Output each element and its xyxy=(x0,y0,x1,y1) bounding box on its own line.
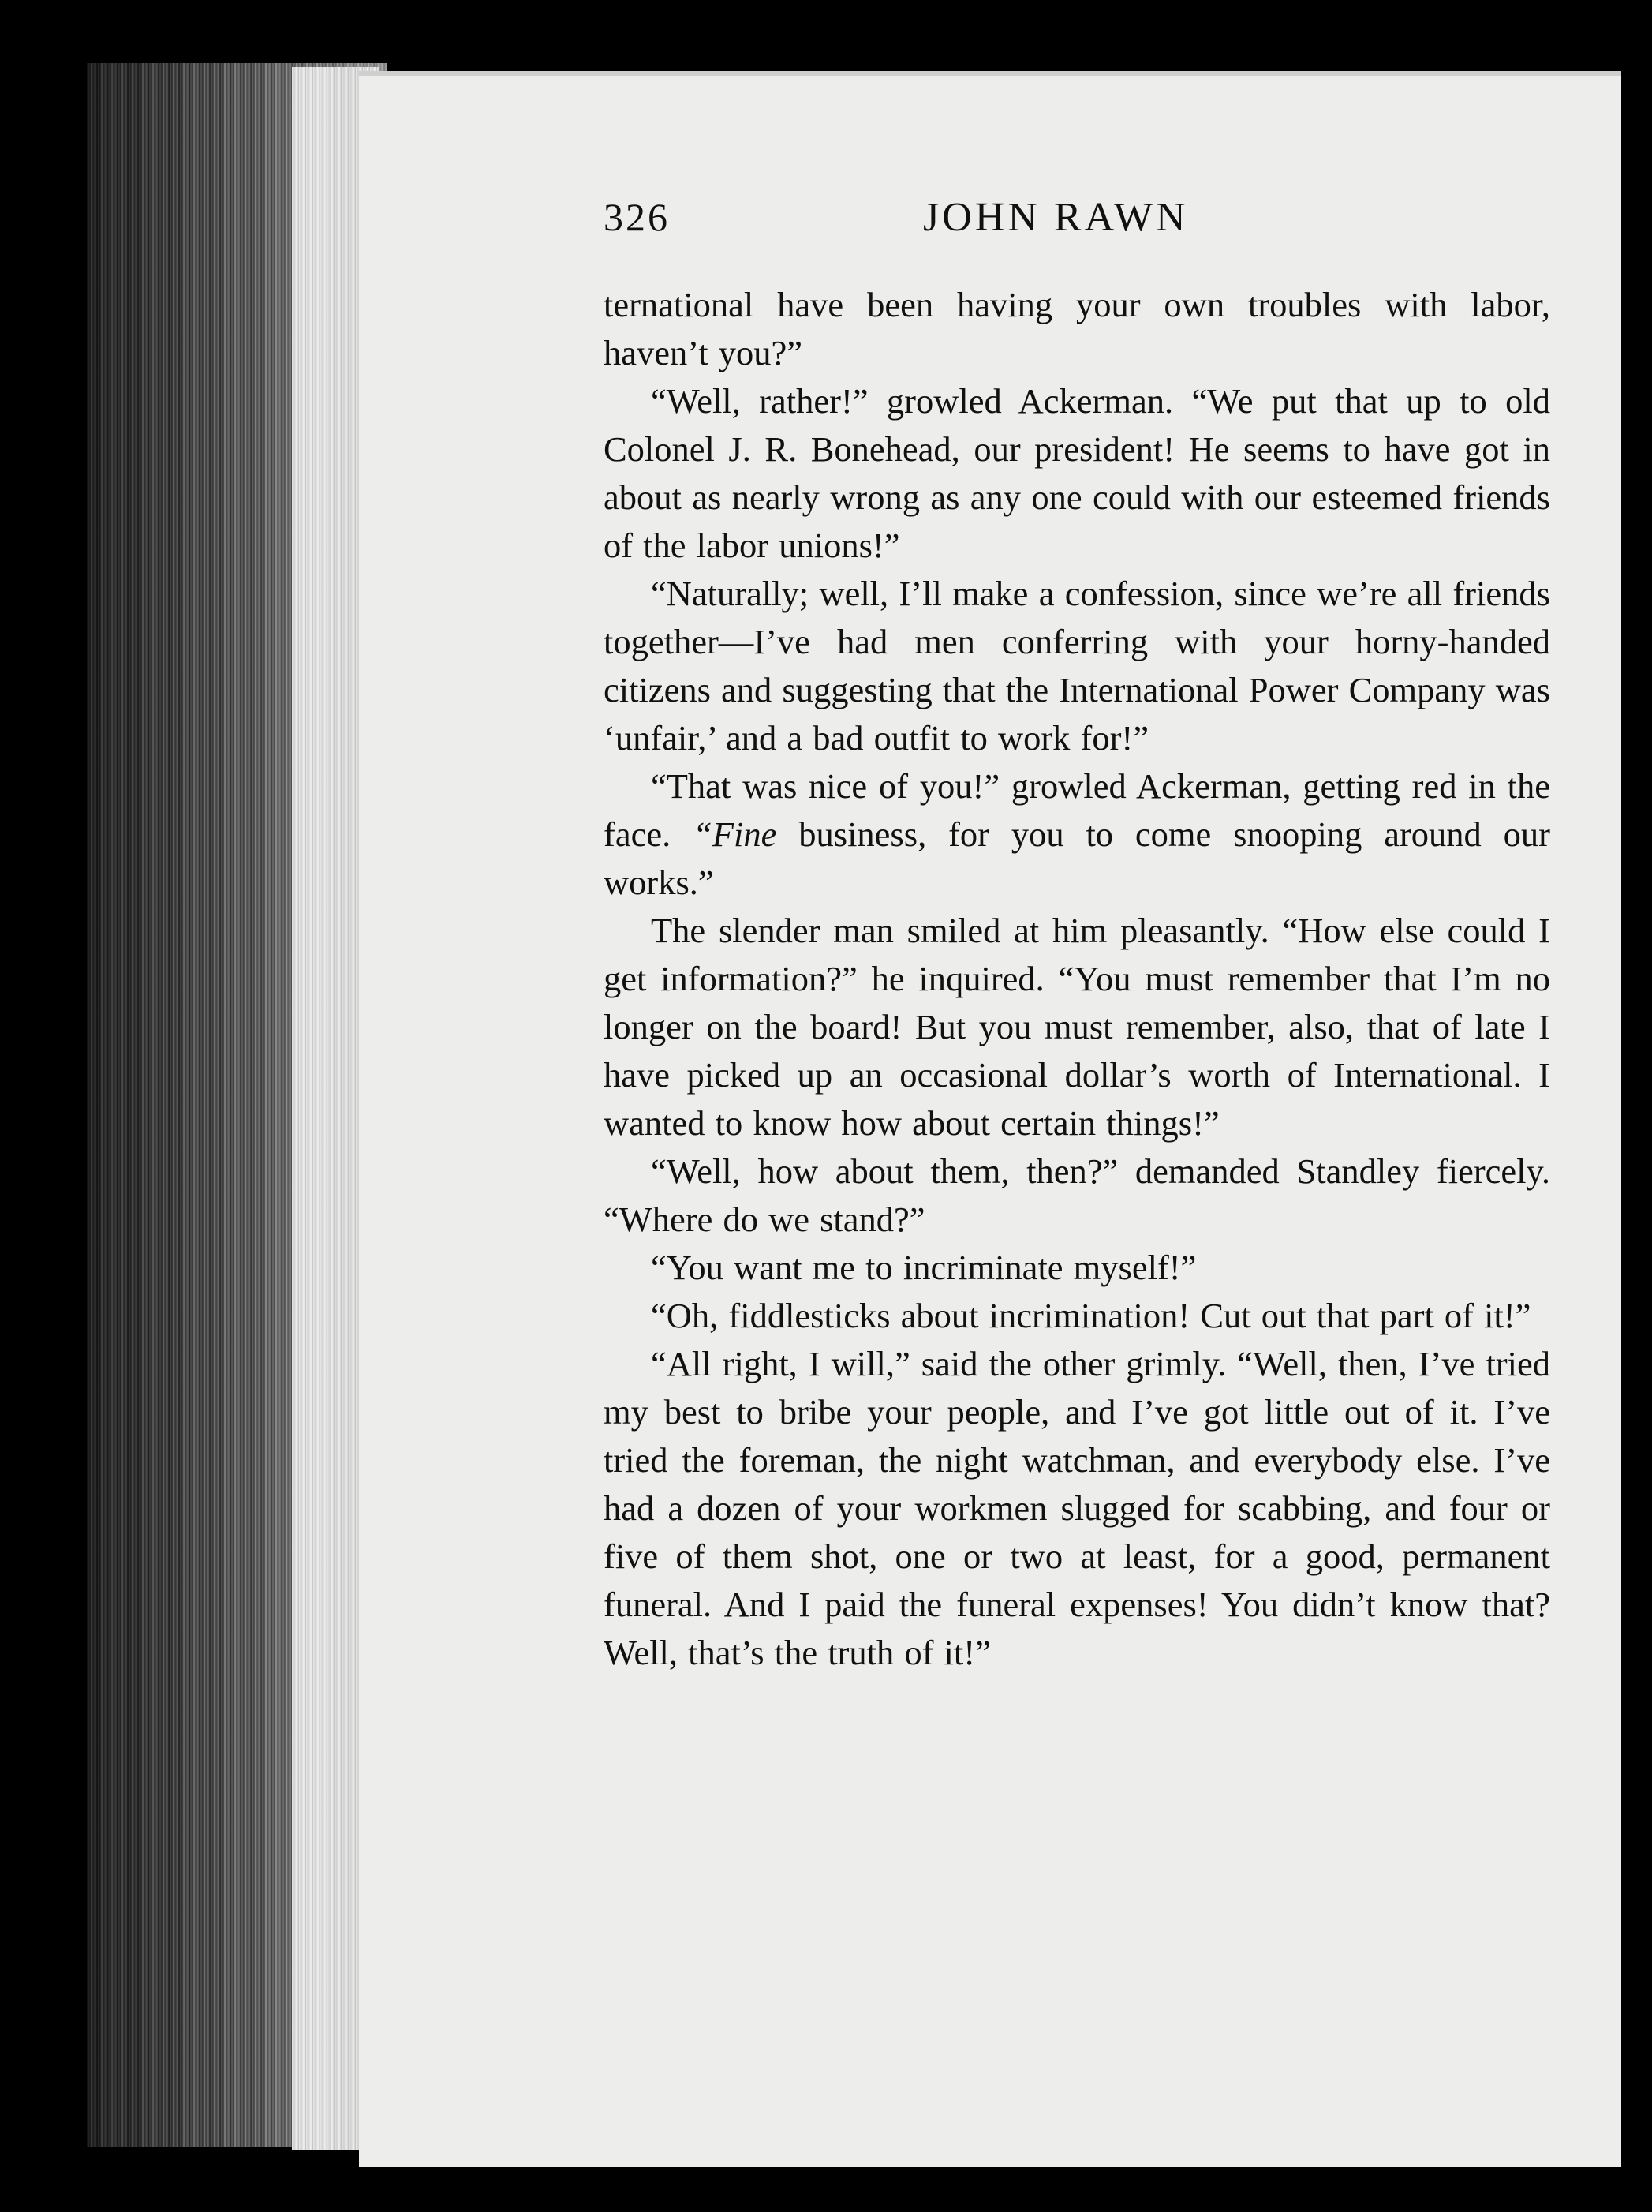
italic-word: “Fine xyxy=(693,814,777,854)
page-number: 326 xyxy=(604,195,670,239)
paragraph: “You want me to incriminate myself!” xyxy=(651,1248,1197,1287)
paragraph: “Well, rather!” growled Ackerman. “We put that up to old Colonel J. R. Bonehead, our president! He seems to have got in about as nearly wrong as any one could with our esteemed friends of the labor unions!” xyxy=(604,381,1550,565)
paragraph-text-before: “That was nice of you!” growled Ackerman, getting red in the face. xyxy=(604,766,1550,854)
running-head xyxy=(604,194,1550,281)
paragraph: ternational have been having your own troubles with labor, haven’t you?” xyxy=(604,285,1550,372)
paragraph xyxy=(604,762,1550,907)
paragraph: “Oh, fiddlesticks about incrimination! Cut out that part of it!” xyxy=(651,1296,1531,1335)
paragraph: The slender man smiled at him pleasantly. “How else could I get information?” he inquired. “You must remember that I’m no longer on the board! But you must remember, also, that of late I have picked up an occasional dollar’s worth of International. I wanted to know how about certain things!” xyxy=(604,911,1550,1143)
running-title: JOHN RAWN xyxy=(923,195,1189,240)
book-page xyxy=(359,71,1621,2167)
paragraph: “Well, how about them, then?” demanded Standley fiercely. “Where do we stand?” xyxy=(604,1151,1550,1239)
paragraph: “All right, I will,” said the other grimly. “Well, then, I’ve tried my best to bribe your people, and I’ve got little out of it. I’ve tried the foreman, the night watchman, and everybody else. I’ve had a dozen of your workmen slugged for scabbing, and four or five of them shot, one or two at least, for a good, permanent funeral. And I paid the funeral expenses! You didn’t know that? Well, that’s the truth of it!” xyxy=(604,1344,1550,1672)
paragraph-text-after: business, for you to come snooping around our works.” xyxy=(604,814,1550,902)
paragraph: “Naturally; well, I’ll make a confession, since we’re all friends together—I’ve had men conferring with your horny-handed citizens and suggesting that the International Power Company was ‘unfair,’ and a bad outfit to work for!” xyxy=(604,574,1550,758)
text-block xyxy=(604,194,1550,1677)
